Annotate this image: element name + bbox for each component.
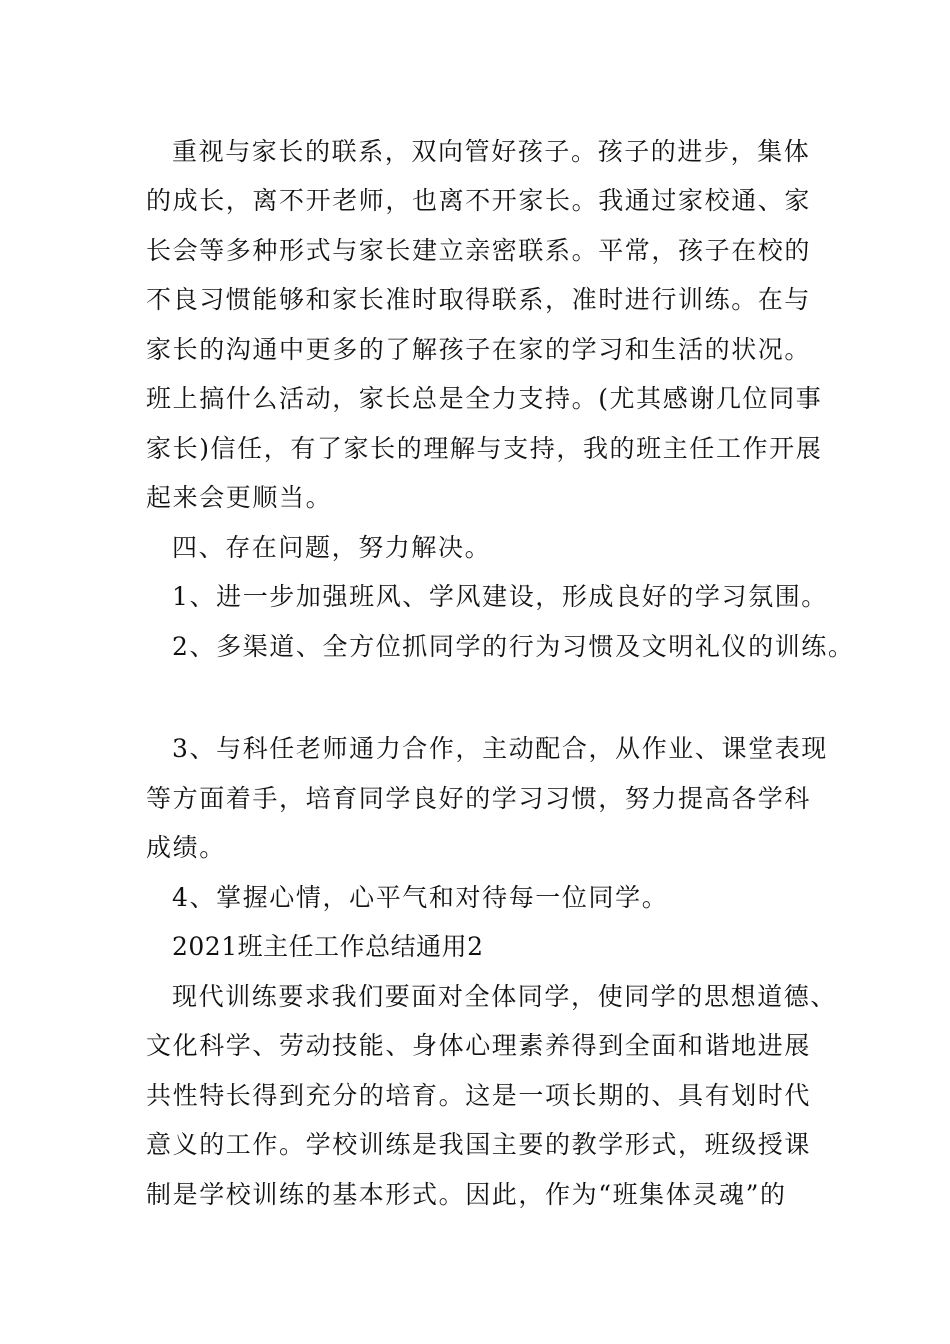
paragraph-line: 的成长，离不开老师，也离不开家长。我通过家校通、家 — [146, 186, 812, 215]
list-item: 1、进一步加强班风、学风建设，形成良好的学习氛围。 — [172, 582, 828, 611]
paragraph-line: 重视与家长的联系，双向管好孩子。孩子的进步，集体 — [172, 137, 811, 166]
paragraph-line: 制是学校训练的基本形式。因此，作为“班集体灵魂”的 — [146, 1180, 787, 1209]
list-item: 4、掌握心情，心平气和对待每一位同学。 — [172, 883, 669, 912]
section-title: 2021班主任工作总结通用2 — [172, 932, 484, 961]
paragraph-line: 现代训练要求我们要面对全体同学，使同学的思想道德、 — [172, 982, 838, 1011]
paragraph-line: 共性特长得到充分的培育。这是一项长期的、具有划时代 — [146, 1081, 812, 1110]
paragraph-line: 班上搞什么活动，家长总是全力支持。(尤其感谢几位同事 — [146, 384, 823, 413]
paragraph-line: 起来会更顺当。 — [146, 483, 333, 512]
list-item: 3、与科任老师通力合作，主动配合，从作业、课堂表现 — [172, 734, 828, 763]
paragraph-line: 等方面着手，培育同学良好的学习习惯，努力提高各学科 — [146, 784, 812, 813]
paragraph-line: 长会等多种形式与家长建立亲密联系。平常，孩子在校的 — [146, 236, 812, 265]
paragraph-line: 意义的工作。学校训练是我国主要的教学形式，班级授课 — [146, 1130, 812, 1159]
section-heading: 四、存在问题，努力解决。 — [172, 533, 492, 562]
paragraph-line: 家长的沟通中更多的了解孩子在家的学习和生活的状况。 — [146, 335, 812, 364]
paragraph-line: 成绩。 — [146, 833, 226, 862]
paragraph-line: 文化科学、劳动技能、身体心理素养得到全面和谐地进展 — [146, 1031, 812, 1060]
paragraph-line: 家长)信任，有了家长的理解与支持，我的班主任工作开展 — [146, 434, 823, 463]
list-item: 2、多渠道、全方位抓同学的行为习惯及文明礼仪的训练。 — [172, 632, 855, 661]
paragraph-line: 不良习惯能够和家长准时取得联系，准时进行训练。在与 — [146, 285, 812, 314]
